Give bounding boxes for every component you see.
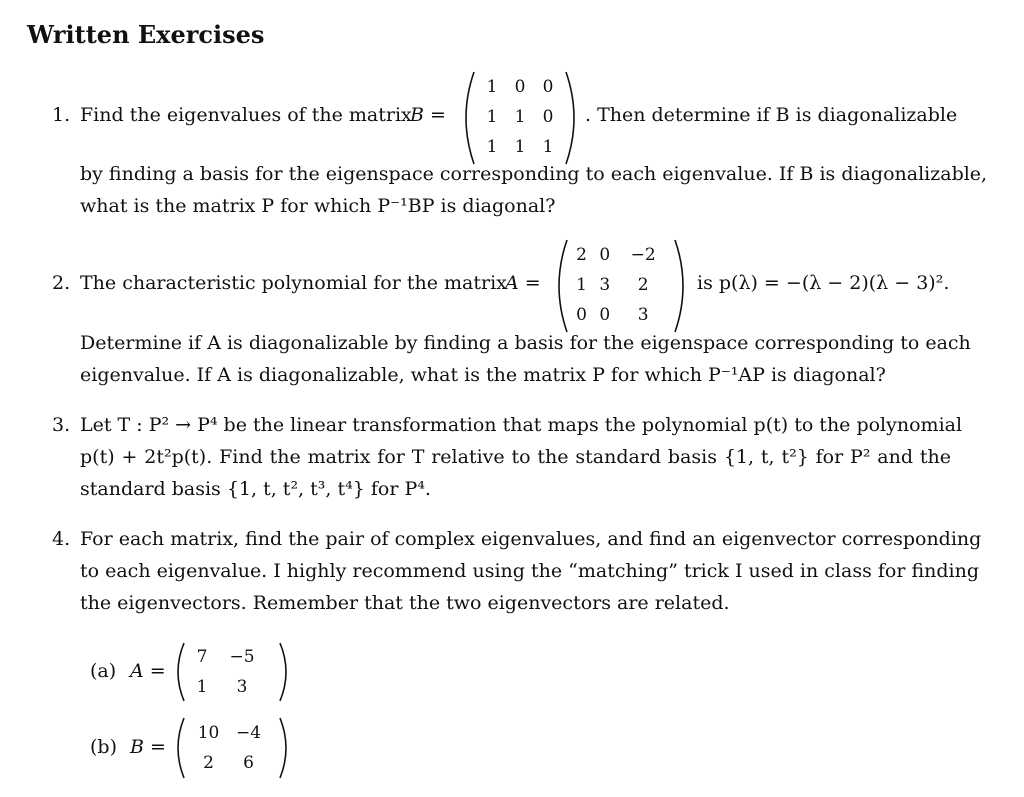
exercise-3-line-2: p(t) + 2t²p(t). Find the matrix for T relative to the standard basis {1, t, t²} for P² and the bbox=[80, 446, 951, 468]
exercise-4-line-2: to each eigenvalue. I highly recommend using the “matching” trick I used in class for finding bbox=[80, 560, 980, 582]
matrix-cell: 0 bbox=[599, 305, 611, 325]
matrix-cell: 1 bbox=[196, 677, 208, 697]
matrix-cell: 1 bbox=[486, 77, 498, 97]
exercise-1-line-2: by finding a basis for the eigenspace corresponding to each eigenvalue. If B is diagonalizable, bbox=[80, 163, 988, 185]
exercise-4-part-a-matrix-name: A = bbox=[130, 660, 166, 682]
exercise-3-line-3: standard basis {1, t, t², t³, t⁴} for P⁴. bbox=[80, 478, 431, 500]
exercise-2-matrix-name: A = bbox=[505, 272, 541, 294]
exercise-1-number: 1. bbox=[52, 104, 71, 126]
exercise-4-part-a-matrix bbox=[190, 642, 270, 702]
exercise-1-text-after-matrix: . Then determine if B is diagonalizable bbox=[585, 104, 958, 126]
matrix-cell: 1 bbox=[514, 137, 526, 157]
exercise-3-number: 3. bbox=[52, 414, 71, 436]
matrix-cell: −2 bbox=[630, 245, 656, 265]
matrix-cell: 2 bbox=[637, 275, 649, 295]
exercise-4-line-1: For each matrix, find the pair of complex eigenvalues, and find an eigenvector corresponding bbox=[80, 528, 982, 550]
exercise-4-line-3: the eigenvectors. Remember that the two eigenvectors are related. bbox=[80, 592, 730, 614]
matrix-cell: 1 bbox=[486, 107, 498, 127]
exercise-4-part-a-label: (a) bbox=[90, 660, 117, 682]
exercise-1-matrix bbox=[478, 72, 562, 162]
exercise-4-part-b-label: (b) bbox=[90, 736, 117, 758]
matrix-cell: 10 bbox=[197, 723, 220, 743]
exercise-4-part-b-matrix bbox=[190, 718, 270, 778]
matrix-cell: 0 bbox=[514, 77, 526, 97]
exercise-1-text-before-matrix: Find the eigenvalues of the matrix bbox=[80, 104, 412, 126]
matrix-cell: 1 bbox=[486, 137, 498, 157]
matrix-cell: −5 bbox=[229, 647, 255, 667]
matrix-cell: 0 bbox=[599, 245, 611, 265]
exercise-4-part-b-matrix-name: B = bbox=[130, 736, 166, 758]
exercise-1-line-3: what is the matrix P for which P⁻¹BP is diagonal? bbox=[80, 195, 556, 217]
exercise-2-line-2: Determine if A is diagonalizable by finding a basis for the eigenspace corresponding to each bbox=[80, 332, 971, 354]
matrix-cell: 1 bbox=[542, 137, 554, 157]
exercise-3-line-1: Let T : P² → P⁴ be the linear transformation that maps the polynomial p(t) to the polynomial bbox=[80, 414, 963, 436]
matrix-cell: 0 bbox=[542, 77, 554, 97]
matrix-cell: 1 bbox=[514, 107, 526, 127]
matrix-cell: 2 bbox=[576, 245, 587, 265]
matrix-cell: 2 bbox=[203, 753, 214, 773]
exercise-4-number: 4. bbox=[52, 528, 71, 550]
exercise-2-number: 2. bbox=[52, 272, 71, 294]
page-title: Written Exercises bbox=[27, 20, 265, 49]
matrix-cell: 7 bbox=[196, 647, 208, 667]
matrix-cell: −4 bbox=[236, 723, 262, 743]
exercise-2-text-after-matrix: is p(λ) = −(λ − 2)(λ − 3)². bbox=[697, 272, 950, 294]
exercise-1-matrix-name: B = bbox=[410, 104, 446, 126]
matrix-cell: 0 bbox=[542, 107, 554, 127]
matrix-cell: 3 bbox=[599, 275, 611, 295]
matrix-cell: 3 bbox=[236, 677, 248, 697]
exercise-2-line-3: eigenvalue. If A is diagonalizable, what is the matrix P for which P⁻¹AP is diagonal? bbox=[80, 364, 886, 386]
matrix-cell: 1 bbox=[576, 275, 587, 295]
matrix-cell: 3 bbox=[637, 305, 649, 325]
matrix-cell: 6 bbox=[243, 753, 254, 773]
matrix-cell: 0 bbox=[576, 305, 587, 325]
exercise-2-matrix bbox=[570, 240, 670, 330]
exercise-2-text-before-matrix: The characteristic polynomial for the matrix bbox=[80, 272, 507, 294]
